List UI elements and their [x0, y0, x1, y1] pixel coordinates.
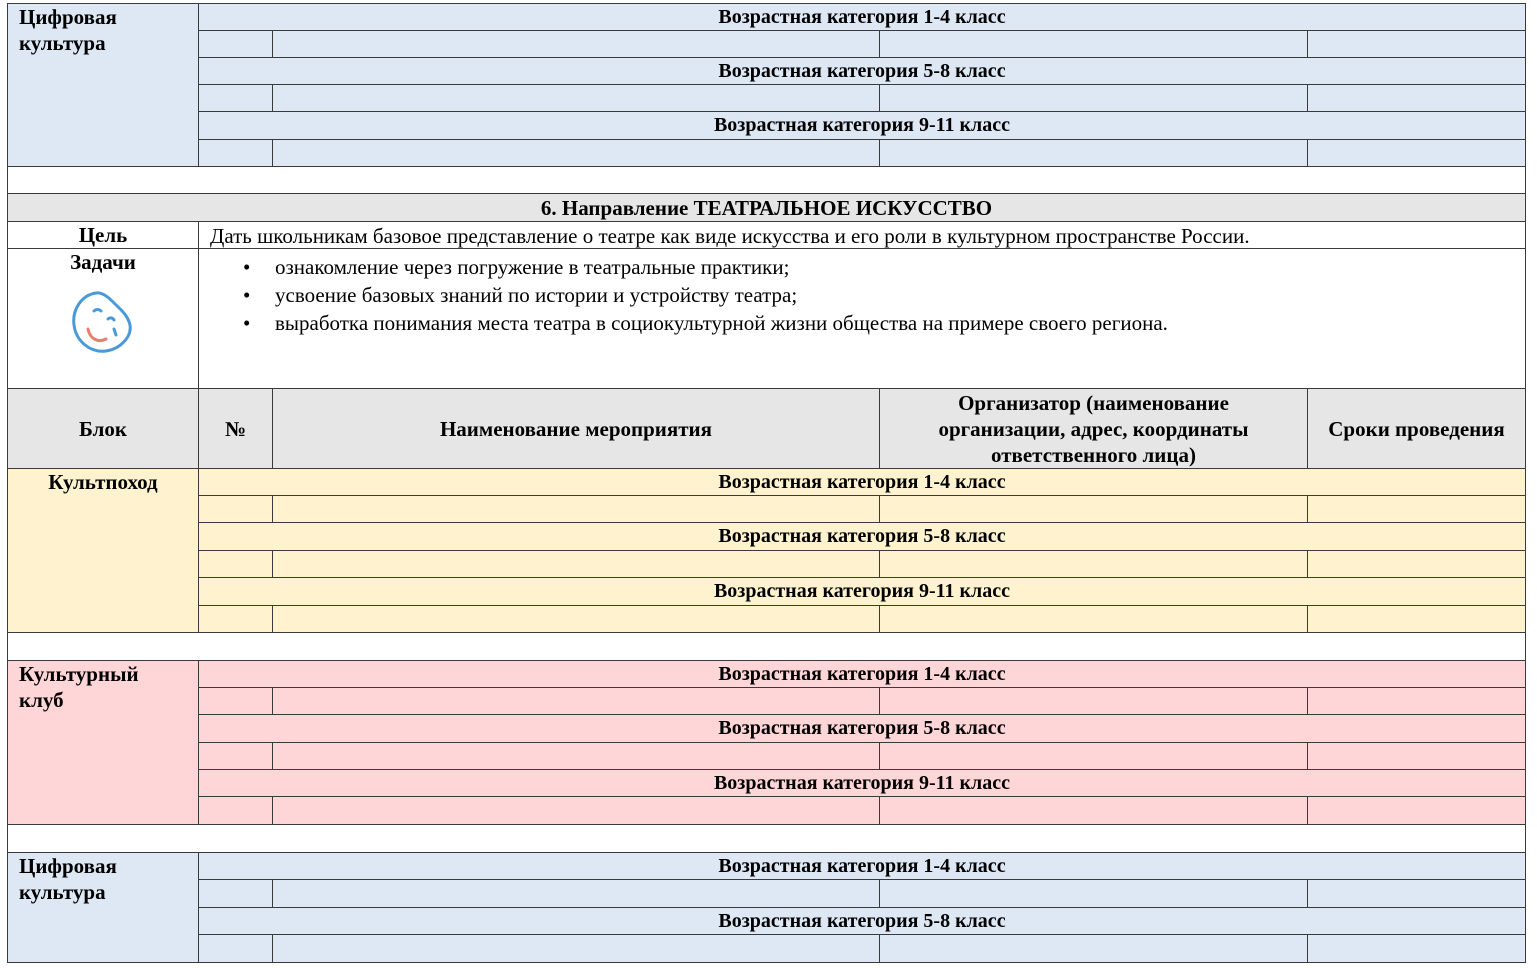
block-label: Цифровая культура — [19, 854, 117, 904]
event-cell[interactable] — [272, 495, 880, 523]
age-category-row — [198, 577, 1526, 606]
spacer-row — [7, 166, 1526, 194]
column-header-label: № — [224, 416, 247, 441]
age-category-row — [198, 769, 1526, 797]
spacer-row — [7, 824, 1526, 853]
number-cell[interactable] — [198, 550, 273, 578]
column-header-event — [272, 388, 880, 469]
block-label: Цифровая культура — [19, 5, 117, 55]
age-category-row — [198, 714, 1526, 743]
number-cell[interactable] — [198, 30, 273, 58]
tasks-label: Задачи — [70, 250, 136, 274]
number-cell[interactable] — [198, 605, 273, 633]
goal-label-cell — [7, 221, 199, 249]
number-cell[interactable] — [198, 687, 273, 715]
event-cell[interactable] — [272, 84, 880, 112]
number-cell[interactable] — [198, 934, 273, 963]
direction-title — [7, 193, 1526, 222]
age-category-label: Возрастная категория 5-8 класс — [718, 717, 1006, 739]
age-category-row — [198, 111, 1526, 140]
age-category-row — [198, 468, 1526, 496]
event-cell[interactable] — [272, 30, 880, 58]
event-cell[interactable] — [272, 742, 880, 770]
age-category-label: Возрастная категория 9-11 класс — [713, 114, 1011, 136]
dates-cell[interactable] — [1307, 84, 1526, 112]
spacer-row — [7, 632, 1526, 661]
event-cell[interactable] — [272, 605, 880, 633]
number-cell[interactable] — [198, 139, 273, 167]
age-category-row — [198, 3, 1526, 31]
block-label: Культпоход — [48, 470, 158, 494]
block-cell-digital-culture-top — [7, 3, 199, 167]
event-cell[interactable] — [272, 796, 880, 825]
column-header-block — [7, 388, 199, 469]
tasks-list-cell — [198, 248, 1526, 389]
age-category-row — [198, 852, 1526, 880]
column-header-organizer — [879, 388, 1308, 469]
direction-title-text: 6. Направление ТЕАТРАЛЬНОЕ ИСКУССТВО — [540, 195, 993, 220]
age-category-row — [198, 57, 1526, 85]
organizer-cell[interactable] — [879, 742, 1308, 770]
age-category-label: Возрастная категория 5-8 класс — [718, 910, 1006, 932]
task-item: • усвоение базовых знаний по истории и устройству театра; — [275, 281, 1525, 309]
dates-cell[interactable] — [1307, 605, 1526, 633]
dates-cell[interactable] — [1307, 934, 1526, 963]
goal-text-cell — [198, 221, 1526, 249]
organizer-cell[interactable] — [879, 605, 1308, 633]
organizer-cell[interactable] — [879, 495, 1308, 523]
age-category-label: Возрастная категория 1-4 класс — [718, 6, 1006, 28]
dates-cell[interactable] — [1307, 796, 1526, 825]
dates-cell[interactable] — [1307, 742, 1526, 770]
event-cell[interactable] — [272, 879, 880, 908]
number-cell[interactable] — [198, 84, 273, 112]
block-cell-cultural-club — [7, 660, 199, 825]
task-item: • выработка понимания места театра в социокультурной жизни общества на примере своего региона. — [275, 309, 1525, 337]
block-label: Культурный клуб — [19, 662, 139, 712]
age-category-label: Возрастная категория 1-4 класс — [718, 663, 1006, 685]
age-category-label: Возрастная категория 5-8 класс — [718, 60, 1006, 82]
age-category-row — [198, 660, 1526, 688]
age-category-label: Возрастная категория 9-11 класс — [713, 772, 1011, 794]
theater-mask-icon — [68, 289, 138, 357]
number-cell[interactable] — [198, 796, 273, 825]
event-cell[interactable] — [272, 934, 880, 963]
column-header-label: Блок — [79, 416, 127, 441]
age-category-label: Возрастная категория 1-4 класс — [718, 855, 1006, 877]
dates-cell[interactable] — [1307, 879, 1526, 908]
block-cell-kultpokhod — [7, 468, 199, 633]
block-cell-digital-culture — [7, 852, 199, 963]
organizer-cell[interactable] — [879, 30, 1308, 58]
column-header-number — [198, 388, 273, 469]
organizer-cell[interactable] — [879, 139, 1308, 167]
tasks-label-cell — [7, 248, 199, 389]
event-cell[interactable] — [272, 550, 880, 578]
column-header-label: Сроки проведения — [1328, 416, 1505, 441]
goal-text: Дать школьникам базовое представление о театре как виде искусства и его роли в культурном пространстве России. — [210, 224, 1250, 248]
age-category-label: Возрастная категория 1-4 класс — [718, 471, 1006, 493]
dates-cell[interactable] — [1307, 687, 1526, 715]
program-table — [7, 3, 1526, 965]
number-cell[interactable] — [198, 742, 273, 770]
dates-cell[interactable] — [1307, 550, 1526, 578]
organizer-cell[interactable] — [879, 84, 1308, 112]
dates-cell[interactable] — [1307, 139, 1526, 167]
column-header-dates — [1307, 388, 1526, 469]
tasks-list — [199, 253, 1525, 337]
organizer-cell[interactable] — [879, 550, 1308, 578]
task-item: • ознакомление через погружение в театральные практики; — [275, 253, 1525, 281]
number-cell[interactable] — [198, 879, 273, 908]
age-category-label: Возрастная категория 9-11 класс — [713, 580, 1011, 602]
column-header-label: Наименование мероприятия — [439, 416, 713, 441]
number-cell[interactable] — [198, 495, 273, 523]
organizer-cell[interactable] — [879, 934, 1308, 963]
organizer-cell[interactable] — [879, 796, 1308, 825]
event-cell[interactable] — [272, 139, 880, 167]
age-category-row — [198, 907, 1526, 935]
goal-label: Цель — [78, 223, 128, 247]
organizer-cell[interactable] — [879, 879, 1308, 908]
organizer-cell[interactable] — [879, 687, 1308, 715]
dates-cell[interactable] — [1307, 495, 1526, 523]
event-cell[interactable] — [272, 687, 880, 715]
age-category-row — [198, 522, 1526, 551]
age-category-label: Возрастная категория 5-8 класс — [718, 525, 1006, 547]
column-header-label: Организатор (наименование организации, адрес, координаты ответственного лица) — [938, 390, 1249, 467]
dates-cell[interactable] — [1307, 30, 1526, 58]
